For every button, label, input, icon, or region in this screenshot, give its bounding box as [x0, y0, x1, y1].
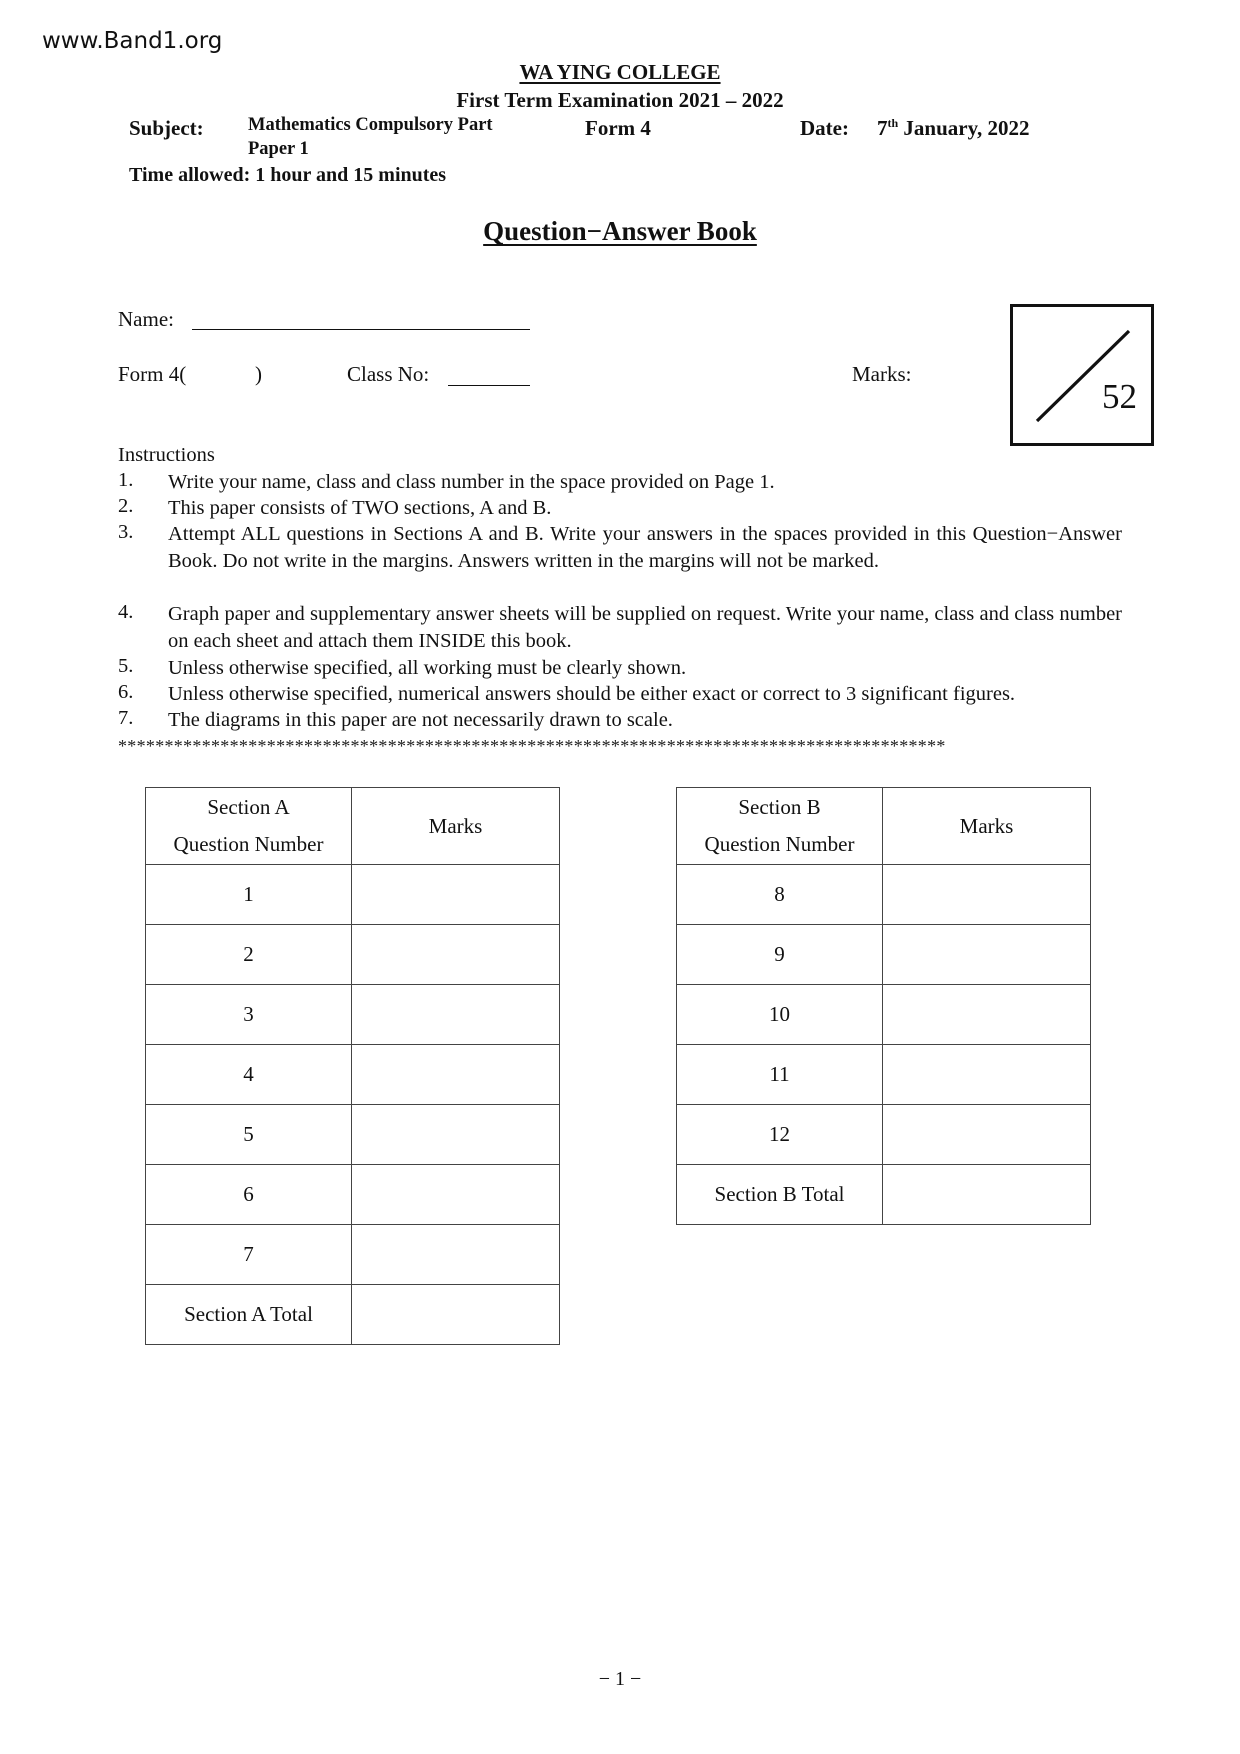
marks-cell[interactable]	[883, 925, 1091, 985]
section-b-marks-table	[676, 787, 1091, 1225]
instruction-number: 6.	[118, 681, 134, 703]
instruction-number: 3.	[118, 521, 134, 543]
marks-cell[interactable]	[352, 1165, 560, 1225]
school-name: WA YING COLLEGE	[519, 60, 721, 84]
table-row	[146, 925, 560, 985]
instruction-number: 2.	[118, 495, 134, 517]
marks-cell[interactable]	[352, 865, 560, 925]
table-row	[677, 1105, 1091, 1165]
form-label: Form 4(	[118, 362, 187, 386]
instruction-text: The diagrams in this paper are not necessarily drawn to scale.	[168, 709, 673, 731]
time-allowed: Time allowed: 1 hour and 15 minutes	[129, 164, 447, 186]
question-number: 6	[146, 1165, 352, 1225]
separator-line: *****************************************************************************************	[118, 736, 946, 756]
subject-value: Mathematics Compulsory Part	[248, 115, 493, 135]
table-row	[146, 1225, 560, 1285]
instruction-text: This paper consists of TWO sections, A and B.	[168, 497, 552, 519]
question-number: 8	[677, 865, 883, 925]
paper-value: Paper 1	[248, 139, 309, 159]
date-value: 7th January, 2022	[877, 116, 1030, 140]
marks-cell[interactable]	[352, 1045, 560, 1105]
marks-cell[interactable]	[352, 1225, 560, 1285]
question-number: 5	[146, 1105, 352, 1165]
instruction-text: Write your name, class and class number in the space provided on Page 1.	[168, 471, 775, 493]
form-level: Form 4	[585, 116, 651, 140]
marks-cell[interactable]	[883, 1105, 1091, 1165]
table-header-row	[677, 788, 1091, 865]
section-a-header: Section A Question Number	[146, 788, 352, 865]
section-a-total-row	[146, 1285, 560, 1345]
section-b-total-cell[interactable]	[883, 1165, 1091, 1225]
instructions-heading: Instructions	[118, 444, 215, 466]
table-row	[146, 1045, 560, 1105]
marks-cell[interactable]	[352, 1105, 560, 1165]
instruction-text: Unless otherwise specified, numerical answers should be either exact or correct to 3 significant figures.	[168, 683, 1016, 705]
form-close-paren: )	[255, 362, 262, 386]
marks-total: 52	[1102, 377, 1137, 416]
section-b-header: Section B Question Number	[677, 788, 883, 865]
table-row	[677, 1045, 1091, 1105]
fraction-slash-icon	[1013, 307, 1151, 443]
question-number: 2	[146, 925, 352, 985]
instruction-number: 5.	[118, 655, 134, 677]
instruction-number: 7.	[118, 707, 134, 729]
question-number: 10	[677, 985, 883, 1045]
page-title: Question−Answer Book	[483, 216, 757, 246]
question-number: 12	[677, 1105, 883, 1165]
instruction-number: 4.	[118, 601, 134, 623]
name-input[interactable]	[192, 329, 530, 330]
section-a-total-label: Section A Total	[146, 1285, 352, 1345]
question-number: 9	[677, 925, 883, 985]
class-no-label: Class No:	[347, 362, 430, 386]
table-row	[677, 925, 1091, 985]
table-row	[677, 865, 1091, 925]
marks-cell[interactable]	[883, 1045, 1091, 1105]
question-number: 3	[146, 985, 352, 1045]
marks-cell[interactable]	[352, 925, 560, 985]
marks-box[interactable]	[1010, 304, 1154, 446]
marks-cell[interactable]	[883, 865, 1091, 925]
page-number: − 1 −	[598, 1668, 642, 1690]
marks-cell[interactable]	[883, 985, 1091, 1045]
marks-header: Marks	[883, 788, 1091, 865]
table-row	[146, 985, 560, 1045]
table-row	[146, 865, 560, 925]
table-header-row	[146, 788, 560, 865]
instruction-text: Unless otherwise specified, all working must be clearly shown.	[168, 657, 687, 679]
section-b-total-label: Section B Total	[677, 1165, 883, 1225]
section-a-marks-table	[145, 787, 560, 1345]
table-row	[146, 1105, 560, 1165]
subject-label: Subject:	[129, 116, 204, 140]
instruction-text: Attempt ALL questions in Sections A and B. Write your answers in the spaces provided in this Question−Answer Book. Do not write in the margins. Answers written in the margins will not be marked.	[168, 523, 1122, 572]
question-number: 4	[146, 1045, 352, 1105]
question-number: 11	[677, 1045, 883, 1105]
table-row	[677, 985, 1091, 1045]
question-number: 7	[146, 1225, 352, 1285]
exam-title: First Term Examination 2021 – 2022	[456, 88, 784, 112]
name-label: Name:	[118, 307, 174, 331]
instruction-number: 1.	[118, 469, 134, 491]
marks-header: Marks	[352, 788, 560, 865]
section-b-total-row	[677, 1165, 1091, 1225]
class-no-input[interactable]	[448, 385, 530, 386]
date-label: Date:	[800, 116, 849, 140]
watermark: www.Band1.org	[42, 28, 223, 54]
marks-label: Marks:	[852, 362, 912, 386]
question-number: 1	[146, 865, 352, 925]
form-class-input[interactable]	[200, 362, 252, 388]
table-row	[146, 1165, 560, 1225]
instruction-text: Graph paper and supplementary answer sheets will be supplied on request. Write your name, class and class number on each sheet and attach them INSIDE this book.	[168, 603, 1122, 652]
marks-cell[interactable]	[352, 985, 560, 1045]
section-a-total-cell[interactable]	[352, 1285, 560, 1345]
